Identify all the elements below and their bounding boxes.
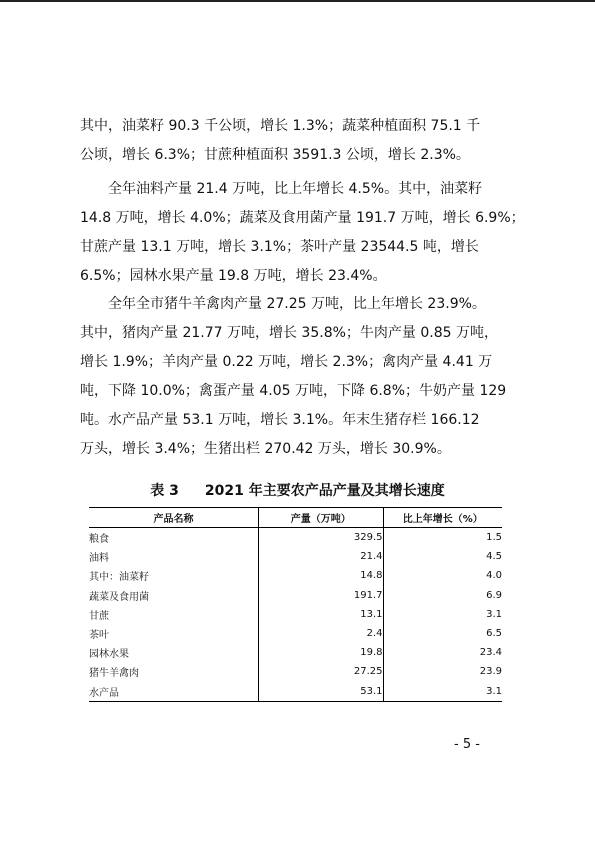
cell-product: 油料 — [89, 553, 109, 565]
cell-output: 13.1 — [259, 605, 383, 624]
cell-growth: 6.5 — [486, 628, 502, 640]
cell-product: 猪牛羊禽肉 — [89, 668, 139, 680]
cell-product: 其中：油菜籽 — [89, 572, 149, 584]
cell-growth: 3.1 — [486, 608, 502, 620]
paragraph-crop-output — [80, 175, 525, 291]
text-line: 其中，油菜籽 90.3 千公顷，增长 1.3%；蔬菜种植面积 75.1 千 — [80, 118, 481, 134]
table-row — [89, 547, 502, 566]
table-number: 表 3 — [150, 483, 179, 499]
table-row — [89, 528, 502, 548]
text-line: 万头，增长 3.4%；生猪出栏 270.42 万头，增长 30.9%。 — [80, 441, 451, 457]
text-line: 14.8 万吨，增长 4.0%；蔬菜及食用菌产量 191.7 万吨，增长 6.9%； — [80, 210, 525, 226]
table-title: 2021 年主要农产品产量及其增长速度 — [204, 483, 445, 499]
cell-output: 191.7 — [259, 586, 383, 605]
text-line: 公顷，增长 6.3%；甘蔗种植面积 3591.3 公顷，增长 2.3%。 — [80, 147, 470, 163]
table-header-row — [89, 508, 502, 528]
paragraph-planting-area — [80, 112, 520, 170]
cell-growth: 6.9 — [486, 589, 502, 601]
cell-output: 14.8 — [259, 566, 383, 585]
table-row — [89, 682, 502, 702]
paragraph-livestock-output — [80, 290, 520, 464]
cell-product: 粮食 — [89, 534, 109, 546]
top-border-line — [0, 0, 595, 2]
cell-product: 茶叶 — [89, 630, 109, 642]
cell-growth: 4.0 — [486, 570, 502, 582]
text-line: 增长 1.9%；羊肉产量 0.22 万吨，增长 2.3%；禽肉产量 4.41 万 — [80, 354, 493, 370]
cell-growth: 4.5 — [486, 551, 502, 563]
text-line: 吨，下降 10.0%；禽蛋产量 4.05 万吨，下降 6.8%；牛奶产量 129 — [80, 383, 507, 399]
table-row — [89, 566, 502, 585]
cell-output: 27.25 — [259, 662, 383, 681]
cell-product: 蔬菜及食用菌 — [89, 591, 149, 603]
text-line: 其中，猪肉产量 21.77 万吨，增长 35.8%；牛肉产量 0.85 万吨， — [80, 325, 498, 341]
cell-growth: 1.5 — [486, 532, 502, 544]
cell-output: 19.8 — [259, 643, 383, 662]
header-growth: 比上年增长（%） — [383, 508, 502, 528]
text-line: 吨。水产品产量 53.1 万吨，增长 3.1%。年末生猪存栏 166.12 — [80, 412, 480, 428]
cell-product: 园林水果 — [89, 649, 129, 661]
table-row — [89, 586, 502, 605]
cell-growth: 23.9 — [479, 666, 502, 678]
table-row — [89, 662, 502, 681]
header-product-name: 产品名称 — [89, 508, 259, 528]
text-line: 6.5%；园林水果产量 19.8 万吨，增长 23.4%。 — [80, 268, 387, 284]
cell-output: 21.4 — [259, 547, 383, 566]
table-caption — [0, 480, 595, 500]
cell-output: 53.1 — [259, 682, 383, 702]
header-output: 产量（万吨） — [259, 508, 383, 528]
cell-growth: 23.4 — [479, 647, 502, 659]
table-row — [89, 605, 502, 624]
cell-product: 水产品 — [89, 682, 259, 702]
cell-output: 329.5 — [259, 528, 383, 548]
cell-growth: 3.1 — [383, 682, 502, 702]
text-line: 甘蔗产量 13.1 万吨，增长 3.1%；茶叶产量 23544.5 吨，增长 — [80, 239, 479, 255]
cell-output: 2.4 — [259, 624, 383, 643]
agri-output-table — [89, 507, 502, 702]
table-row — [89, 624, 502, 643]
table-row — [89, 643, 502, 662]
cell-product: 甘蔗 — [89, 610, 109, 622]
text-line: 全年油料产量 21.4 万吨，比上年增长 4.5%。其中，油菜籽 — [80, 181, 483, 197]
page-number: - 5 - — [454, 737, 480, 752]
text-line: 全年全市猪牛羊禽肉产量 27.25 万吨，比上年增长 23.9%。 — [80, 296, 486, 312]
